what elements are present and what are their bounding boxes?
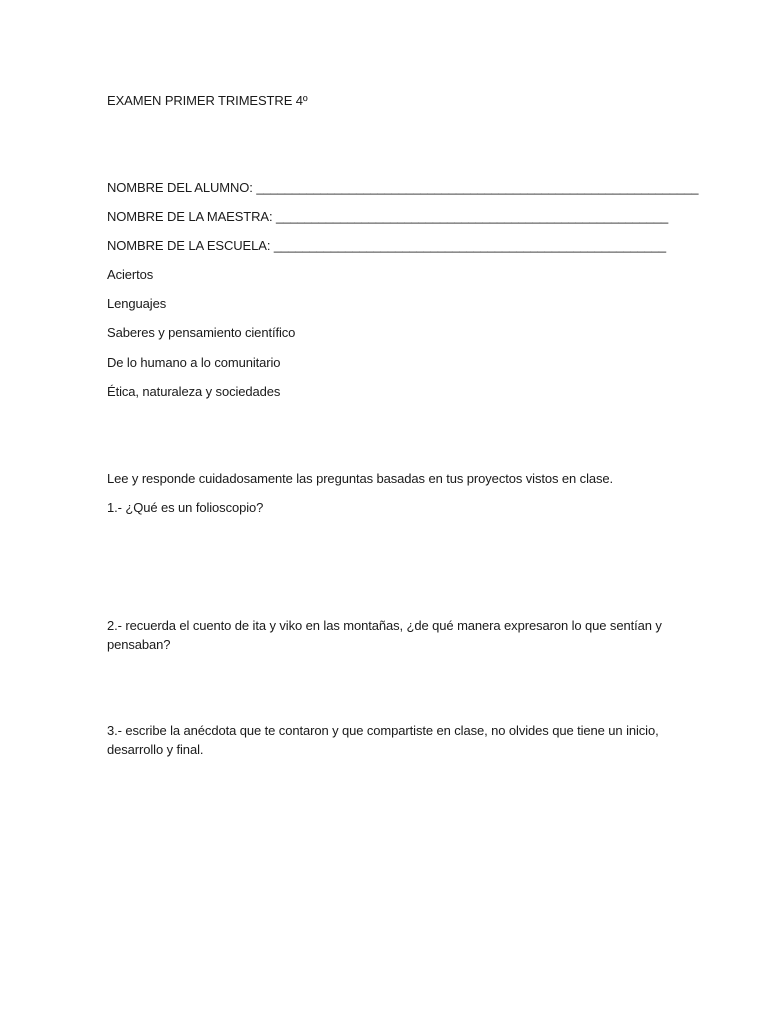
student-name-field (107, 179, 698, 197)
student-name-label: NOMBRE DEL ALUMNO: (107, 180, 253, 195)
subject-humano-comunitario: De lo humano a lo comunitario (107, 355, 281, 370)
teacher-name-label: NOMBRE DE LA MAESTRA: (107, 209, 273, 224)
question-2: 2.- recuerda el cuento de ita y viko en las montañas, ¿de qué manera expresaron lo que sentían y pensaban? (107, 618, 662, 652)
student-name-blank: ______________________________________________________________ (256, 180, 699, 195)
aciertos-label: Aciertos (107, 267, 154, 282)
instructions: Lee y responde cuidadosamente las preguntas basadas en tus proyectos vistos en clase. (107, 471, 614, 486)
subject-etica: Ética, naturaleza y sociedades (107, 384, 281, 399)
school-name-field (107, 237, 666, 255)
teacher-name-blank: _______________________________________________________ (276, 209, 669, 224)
question-1: 1.- ¿Qué es un folioscopio? (107, 500, 264, 515)
exam-title: EXAMEN PRIMER TRIMESTRE 4º (107, 93, 308, 108)
question-3: 3.- escribe la anécdota que te contaron y que compartiste en clase, no olvides que tiene un inicio, desarrollo y final. (107, 723, 659, 757)
teacher-name-field (107, 208, 668, 226)
subject-lenguajes: Lenguajes (107, 296, 167, 311)
school-name-blank: _______________________________________________________ (273, 238, 667, 253)
school-name-label: NOMBRE DE LA ESCUELA: (107, 238, 271, 253)
subject-saberes: Saberes y pensamiento científico (107, 325, 296, 340)
